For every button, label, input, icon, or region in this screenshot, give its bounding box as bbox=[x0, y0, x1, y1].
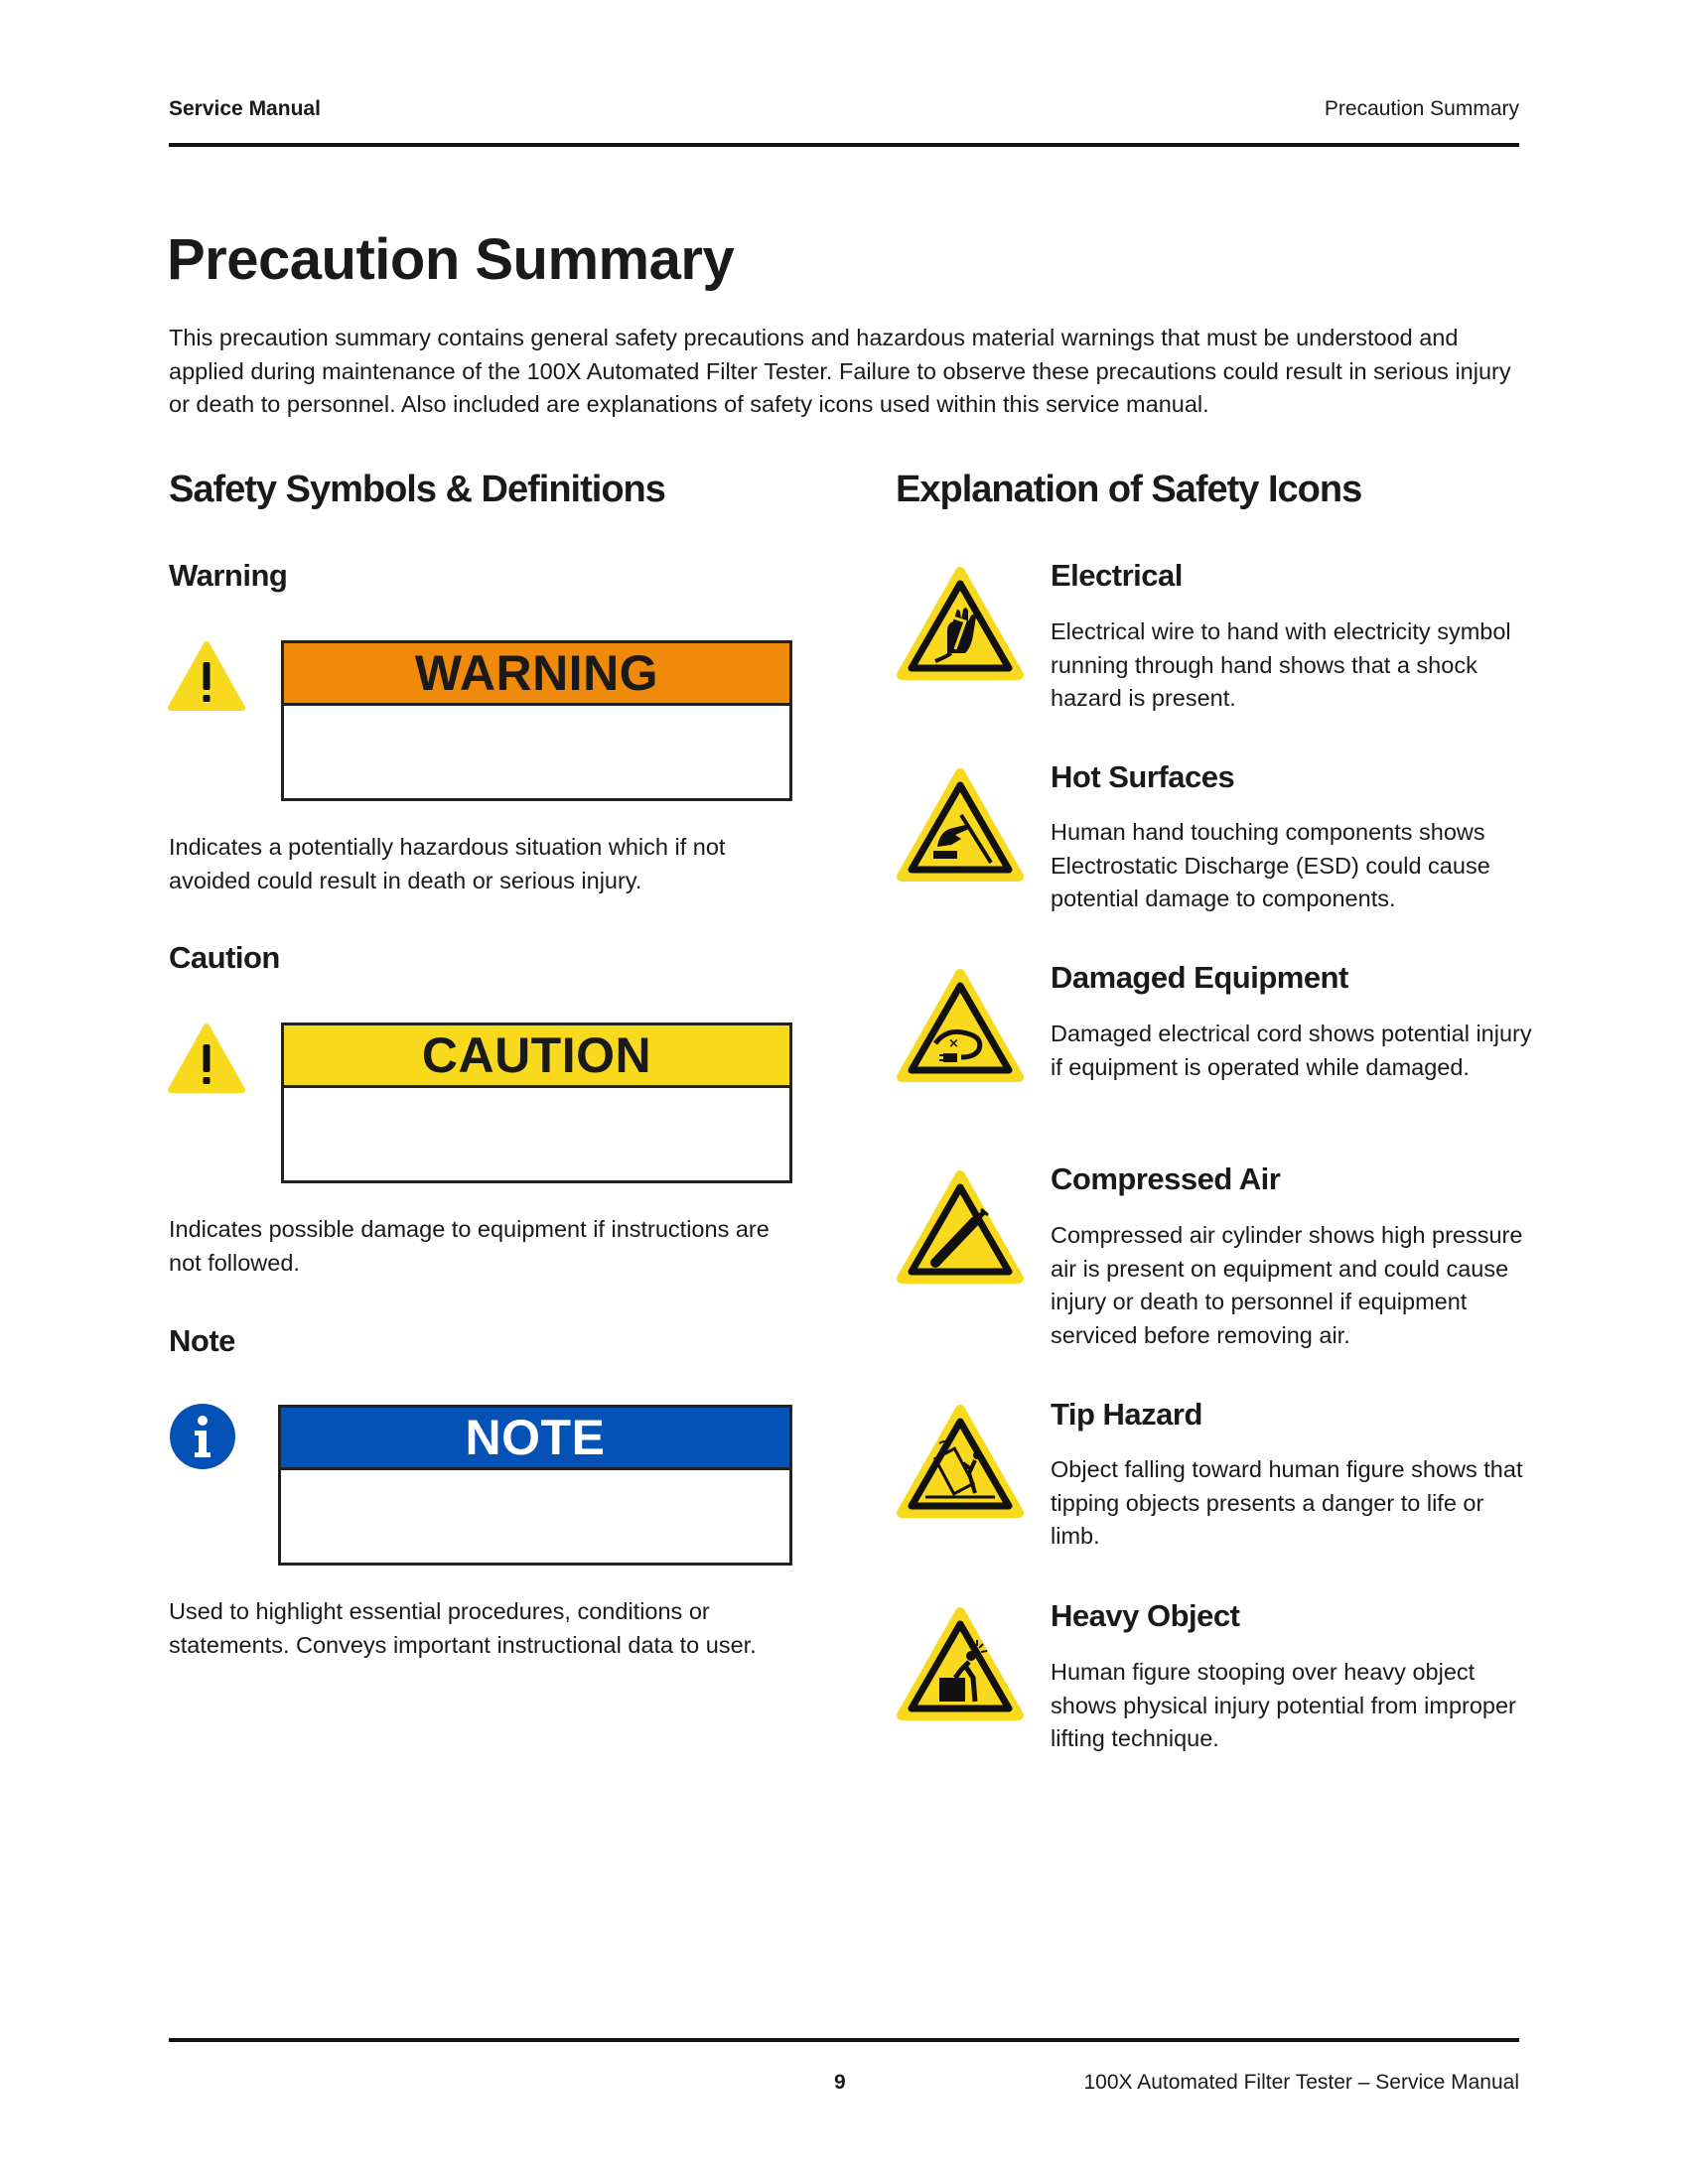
caution-exclamation-icon bbox=[167, 1023, 246, 1094]
intro-paragraph: This precaution summary contains general safety precautions and hazardous material warnings that must be understood and applied during maintenance of the 100X Automated Filter Tester. Failure to observe these precautions could result in serious injury or death to personnel. Also included are explanations of safety icons used within this service manual. bbox=[169, 325, 1511, 417]
caution-description: Indicates possible damage to equipment if instructions are not followed. bbox=[169, 1216, 770, 1276]
warning-exclamation-icon bbox=[167, 640, 246, 712]
caution-label-body bbox=[284, 1088, 789, 1180]
warning-label-body bbox=[284, 706, 789, 798]
heavy-object-description: Human figure stooping over heavy object shows physical injury potential from improper lifting technique. bbox=[1051, 1659, 1516, 1751]
running-header-title: Service Manual bbox=[169, 97, 321, 120]
caution-label-box bbox=[281, 1023, 792, 1183]
damaged-equipment-description: Damaged electrical cord shows potential injury if equipment is operated while damaged. bbox=[1051, 1021, 1532, 1080]
tip-hazard-description: Object falling toward human figure shows that tipping objects presents a danger to life or limb. bbox=[1051, 1456, 1523, 1549]
hot-surfaces-description: Human hand touching components shows Electrostatic Discharge (ESD) could cause potential damage to components. bbox=[1051, 819, 1490, 911]
header-divider bbox=[169, 143, 1519, 147]
note-label-band: NOTE bbox=[281, 1408, 789, 1470]
electrical-hazard-icon bbox=[896, 566, 1025, 683]
footer-divider bbox=[169, 2038, 1519, 2042]
safety-symbols-heading: Safety Symbols & Definitions bbox=[169, 469, 665, 510]
hot-surfaces-hand-icon bbox=[896, 767, 1025, 885]
electrical-title: Electrical bbox=[1051, 558, 1183, 593]
note-description: Used to highlight essential procedures, conditions or statements. Conveys important instructional data to user. bbox=[169, 1598, 757, 1658]
info-icon bbox=[169, 1403, 236, 1470]
tip-hazard-title: Tip Hazard bbox=[1051, 1397, 1202, 1432]
note-heading: Note bbox=[169, 1323, 235, 1358]
footer-document-title: 100X Automated Filter Tester – Service Manual bbox=[1083, 2071, 1519, 2094]
heavy-object-title: Heavy Object bbox=[1051, 1598, 1240, 1633]
safety-icons-heading: Explanation of Safety Icons bbox=[896, 469, 1362, 510]
caution-label-band: CAUTION bbox=[284, 1025, 789, 1088]
warning-heading: Warning bbox=[169, 558, 288, 593]
running-header-section: Precaution Summary bbox=[1324, 97, 1519, 120]
note-label-body bbox=[281, 1470, 789, 1563]
warning-label-band: WARNING bbox=[284, 643, 789, 706]
compressed-air-description: Compressed air cylinder shows high pressure air is present on equipment and could cause injury or death to personnel if equipment serviced before removing air. bbox=[1051, 1222, 1523, 1348]
heavy-object-lifting-icon bbox=[896, 1606, 1025, 1723]
page-title: Precaution Summary bbox=[167, 227, 735, 292]
compressed-air-title: Compressed Air bbox=[1051, 1161, 1281, 1196]
tip-hazard-icon bbox=[896, 1404, 1025, 1521]
svg-text:×: × bbox=[948, 1036, 959, 1051]
note-label-box bbox=[278, 1405, 792, 1566]
damaged-cord-icon bbox=[896, 968, 1025, 1085]
damaged-equipment-title: Damaged Equipment bbox=[1051, 960, 1348, 995]
warning-label-box bbox=[281, 640, 792, 801]
compressed-air-cylinder-icon bbox=[896, 1169, 1025, 1287]
warning-description: Indicates a potentially hazardous situation which if not avoided could result in death or serious injury. bbox=[169, 834, 726, 893]
electrical-description: Electrical wire to hand with electricity symbol running through hand shows that a shock hazard is present. bbox=[1051, 618, 1511, 711]
hot-surfaces-title: Hot Surfaces bbox=[1051, 759, 1235, 794]
page-number: 9 bbox=[834, 2071, 846, 2094]
caution-heading: Caution bbox=[169, 940, 280, 975]
